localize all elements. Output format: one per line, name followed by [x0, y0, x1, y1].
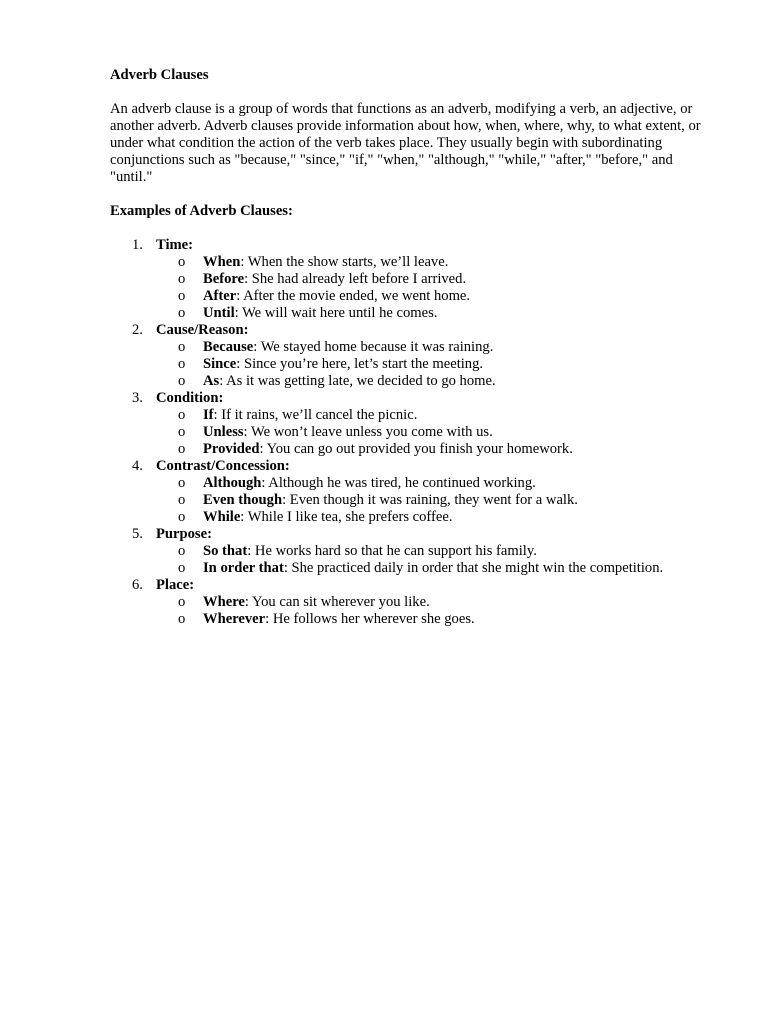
example-item	[156, 492, 714, 509]
example-item	[156, 441, 714, 458]
example-item	[156, 475, 714, 492]
category-item	[110, 237, 714, 322]
bullet-icon: o	[178, 475, 186, 491]
category-number: 2.	[132, 322, 143, 338]
document-title: Adverb Clauses	[110, 67, 209, 83]
bullet-icon: o	[178, 560, 186, 576]
bullet-icon: o	[178, 288, 186, 304]
example-item	[156, 373, 714, 390]
example-term: Provided	[203, 441, 260, 457]
bullet-icon: o	[178, 373, 186, 389]
bullet-icon: o	[178, 424, 186, 440]
example-text: : Since you’re here, let’s start the meeting.	[236, 356, 484, 372]
bullet-icon: o	[178, 339, 186, 355]
example-item	[156, 339, 714, 356]
example-text: : While I like tea, she prefers coffee.	[240, 509, 453, 525]
example-term: After	[203, 288, 237, 304]
example-term: Even though	[203, 492, 283, 508]
category-number: 5.	[132, 526, 143, 542]
category-number: 1.	[132, 237, 143, 253]
bullet-icon: o	[178, 611, 186, 627]
category-item	[110, 577, 714, 628]
category-label: Contrast/Concession:	[156, 458, 290, 474]
bullet-icon: o	[178, 492, 186, 508]
example-text: : He works hard so that he can support his family.	[247, 543, 537, 559]
example-list	[156, 407, 714, 458]
category-item	[110, 390, 714, 458]
example-item	[156, 424, 714, 441]
example-item	[156, 305, 714, 322]
bullet-icon: o	[178, 509, 186, 525]
bullet-icon: o	[178, 356, 186, 372]
category-number: 3.	[132, 390, 143, 406]
example-item	[156, 356, 714, 373]
category-label: Time:	[156, 237, 194, 253]
example-term: While	[203, 509, 241, 525]
example-list	[156, 475, 714, 526]
bullet-icon: o	[178, 305, 186, 321]
example-list	[156, 594, 714, 628]
example-item	[156, 594, 714, 611]
category-item	[110, 322, 714, 390]
category-item	[110, 526, 714, 577]
example-text: : We stayed home because it was raining.	[253, 339, 494, 355]
example-text: : We will wait here until he comes.	[234, 305, 438, 321]
example-text: : After the movie ended, we went home.	[236, 288, 471, 304]
example-item	[156, 543, 714, 560]
category-label: Cause/Reason:	[156, 322, 249, 338]
example-term: If	[203, 407, 214, 423]
bullet-icon: o	[178, 594, 186, 610]
category-label: Purpose:	[156, 526, 212, 542]
bullet-icon: o	[178, 407, 186, 423]
example-text: : If it rains, we’ll cancel the picnic.	[213, 407, 418, 423]
category-number: 4.	[132, 458, 143, 474]
example-item	[156, 288, 714, 305]
example-text: : When the show starts, we’ll leave.	[240, 254, 449, 270]
example-text: : Although he was tired, he continued working.	[261, 475, 536, 491]
example-term: Wherever	[203, 611, 266, 627]
examples-heading: Examples of Adverb Clauses:	[110, 203, 293, 219]
category-number: 6.	[132, 577, 143, 593]
example-text: : As it was getting late, we decided to go home.	[219, 373, 496, 389]
example-term: Because	[203, 339, 254, 355]
category-label: Condition:	[156, 390, 224, 406]
example-term: As	[203, 373, 220, 389]
example-item	[156, 407, 714, 424]
example-item	[156, 560, 714, 577]
example-text: : She practiced daily in order that she might win the competition.	[283, 560, 664, 576]
document-page	[110, 67, 714, 628]
intro-paragraph: An adverb clause is a group of words that functions as an adverb, modifying a verb, an adjective, or another adverb. Adverb clauses provide information about how, when, where, why, to what extent, or under what condition the action of the verb takes place. They usually begin with subordinating conjunctions such as "because," "since," "if," "when," "although," "while," "after," "before," and "until."	[110, 101, 701, 185]
example-text: : We won’t leave unless you come with us.	[243, 424, 493, 440]
example-item	[156, 509, 714, 526]
example-list	[156, 339, 714, 390]
example-text: : He follows her wherever she goes.	[265, 611, 475, 627]
example-text: : She had already left before I arrived.	[244, 271, 467, 287]
example-term: Unless	[203, 424, 244, 440]
example-term: Before	[203, 271, 245, 287]
example-text: : Even though it was raining, they went for a walk.	[282, 492, 578, 508]
example-item	[156, 271, 714, 288]
example-term: Where	[203, 594, 245, 610]
example-list	[156, 254, 714, 322]
example-text: : You can go out provided you finish your homework.	[259, 441, 573, 457]
example-text: : You can sit wherever you like.	[244, 594, 430, 610]
bullet-icon: o	[178, 543, 186, 559]
example-list	[156, 543, 714, 577]
example-term: So that	[203, 543, 248, 559]
example-item	[156, 611, 714, 628]
example-item	[156, 254, 714, 271]
bullet-icon: o	[178, 271, 186, 287]
example-term: In order that	[203, 560, 284, 576]
category-list	[110, 237, 714, 628]
category-label: Place:	[156, 577, 195, 593]
example-term: Although	[203, 475, 262, 491]
example-term: Until	[203, 305, 235, 321]
example-term: When	[203, 254, 241, 270]
example-term: Since	[203, 356, 237, 372]
bullet-icon: o	[178, 254, 186, 270]
category-item	[110, 458, 714, 526]
bullet-icon: o	[178, 441, 186, 457]
